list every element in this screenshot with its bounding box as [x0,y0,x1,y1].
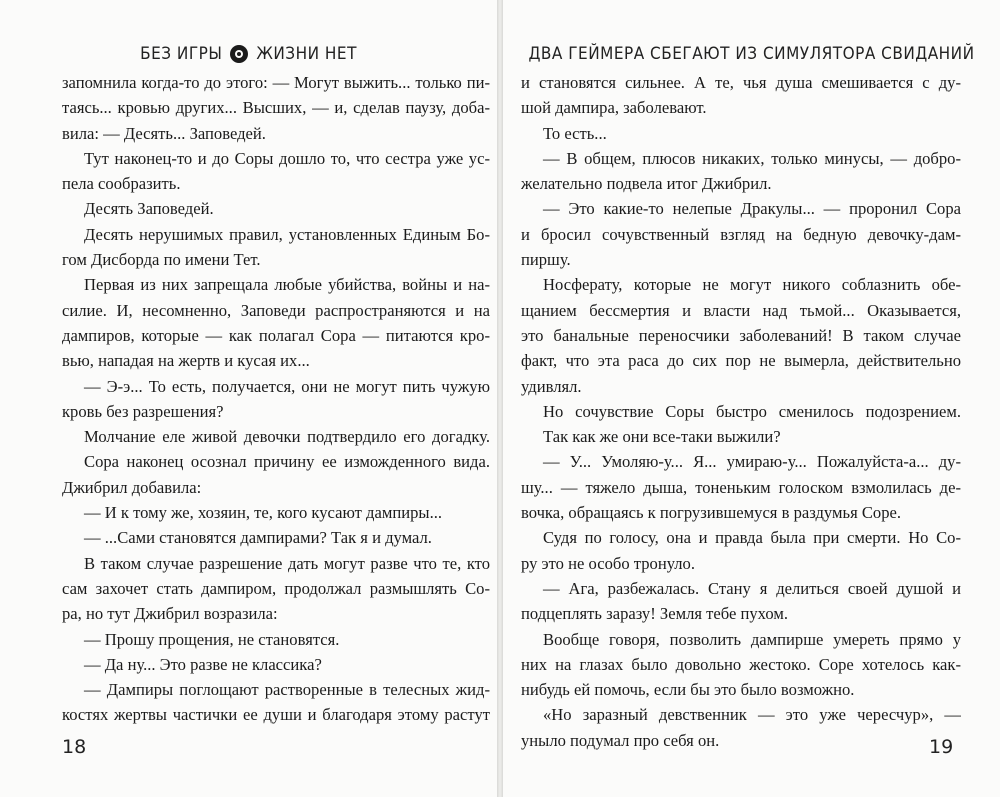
header-left-text: БЕЗ ИГРЫ [140,44,223,64]
text-line: силие. И, несомненно, Заповеди распространяются и на [62,300,490,320]
right-page [503,0,1000,797]
text-line: пиршу. [521,250,571,270]
text-line: желательно подвела итог Джибрил. [521,174,772,194]
text-line: В таком случае разрешение дать могут разве что те, кто [84,553,490,573]
text-line: дампиров, которые — как полагал Сора — питаются кро- [62,325,490,345]
text-line: запомнила когда-то до этого: — Могут выжить... только пи- [62,73,490,92]
text-line: — У... Умоляю-у... Я... умираю-у... Пожалуйста-а... ду- [543,452,961,472]
text-line: Молчание еле живой девочки подтвердило его догадку. [84,427,490,447]
right-body-text [521,70,961,753]
page-number-right: 19 [929,736,954,758]
page-number-left: 18 [62,736,87,758]
text-line: Так как же они все-таки выжили? [543,427,781,447]
text-line: гом Дисборда по имени Тет. [62,250,261,270]
text-line: — Дампиры поглощают растворенные в телесных жид- [84,680,490,700]
text-line: Вообще говоря, позволить дампирше умереть прямо у [543,629,961,649]
text-line: Носферату, которые не могут никого соблазнить обе- [543,275,961,295]
text-line: Судя по голосу, она и правда была при смерти. Но Со- [543,528,961,548]
text-line: факт, что эта раса до сих пор не вымерла, действительно [521,351,961,371]
text-line: кровь без разрешения? [62,401,224,421]
text-line: — Да ну... Это разве не классика? [84,654,322,674]
text-line: — Это какие-то нелепые Дракулы... — проронил Сора [543,199,961,219]
left-page [0,0,497,797]
text-line: подцеплять заразу! Земля тебе пухом. [521,604,788,624]
text-line: Джибрил добавила: [62,477,202,497]
text-line: уныло подумал про себя он. [521,730,720,750]
text-line: Тут наконец-то и до Соры дошло то, что сестра уже ус- [84,148,490,168]
text-line: них на глазах было довольно жестоко. Соре хотелось как- [521,654,961,674]
text-line: и становятся сильнее. А те, чья душа смешивается с ду- [521,73,961,92]
text-line: вочка, обращаясь к погрузившемуся в раздумья Соре. [521,503,902,523]
text-line: удивлял. [521,376,582,396]
text-line: — И к тому же, хозяин, те, кого кусают дампиры... [84,503,443,523]
text-line: Первая из них запрещала любые убийства, войны и на- [84,275,490,295]
logo-icon [230,45,248,63]
text-line: вью, нападая на жертв и кусая их... [62,351,310,371]
text-line: костях жертвы частички ее души и благодаря этому растут [62,705,490,725]
text-line: Сора наконец осознал причину ее изможденного вида. [84,452,490,472]
right-running-header: ДВА ГЕЙМЕРА СБЕГАЮТ ИЗ СИМУЛЯТОРА СВИДАНИЙ [528,44,975,64]
text-line: — ...Сами становятся дампирами? Так я и думал. [84,528,432,548]
left-body-text [62,70,490,728]
text-line: таясь... кровью других... Высших, — и, сделав паузу, доба- [62,98,490,118]
text-line: Десять нерушимых правил, установленных Единым Бо- [84,224,490,244]
text-line: и бросил сочувственный взгляд на бедную девочку-дам- [521,224,961,244]
header-right-text: ЖИЗНИ НЕТ [256,44,357,64]
text-line: это банальные переносчики заболеваний! В таком случае [521,325,961,345]
text-line: Но сочувствие Соры быстро сменилось подозрением. [543,401,961,421]
text-line: — Прошу прощения, не становятся. [84,629,340,649]
text-line: ру это не особо тронуло. [521,553,695,573]
text-line: Десять Заповедей. [84,199,214,219]
text-line: пела сообразить. [62,174,181,194]
text-line: вила: — Десять... Заповедей. [62,123,266,143]
text-line: То есть... [543,123,607,143]
text-line: сам захочет стать дампиром, продолжал размышлять Со- [62,578,490,598]
text-line: «Но заразный девственник — это уже чересчур», — [543,705,961,725]
left-running-header [0,42,497,66]
text-line: — В общем, плюсов никаких, только минусы, — добро- [543,148,961,168]
text-line: шу... — тяжело дыша, тоненьким голоском взмолилась де- [521,477,961,497]
text-line: ра, но тут Джибрил возразила: [62,604,278,624]
text-line: нибудь ей помочь, если бы это было возможно. [521,680,855,700]
text-line: — Э-э... То есть, получается, они не могут пить чужую [84,376,490,396]
text-line: щанием бессмертия и власти над тьмой... Оказывается, [521,300,961,320]
text-line: шой дампира, заболевают. [521,98,707,118]
text-line: — Ага, разбежалась. Стану я делиться своей душой и [543,578,961,598]
